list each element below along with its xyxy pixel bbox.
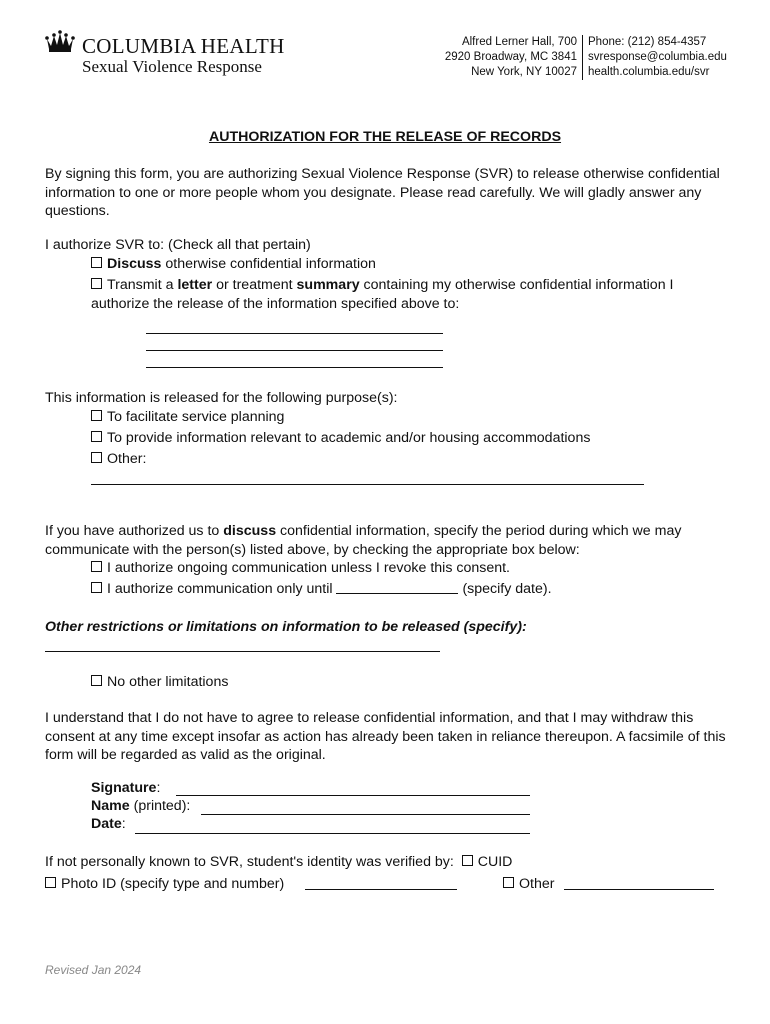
verify-prompt: If not personally known to SVR, student's identity was verified by: <box>45 854 454 870</box>
discuss-bold: discuss <box>223 523 277 539</box>
recipient-field-1[interactable] <box>146 333 443 334</box>
accommodation-label: To provide information relevant to academic and/or housing accommodations <box>107 430 591 446</box>
website-text: health.columbia.edu/svr <box>588 66 710 78</box>
ongoing-checkbox[interactable] <box>91 561 102 572</box>
discuss-option[interactable] <box>91 256 376 272</box>
colon: : <box>121 816 126 832</box>
no-limitations-option[interactable] <box>91 674 228 690</box>
name-row <box>91 798 190 814</box>
cuid-checkbox[interactable] <box>462 855 473 866</box>
address-line: New York, NY 10027 <box>471 66 577 78</box>
authorize-prompt: I authorize SVR to: (Check all that pertain) <box>45 237 311 253</box>
transmit-option[interactable] <box>91 277 673 293</box>
specify-date-label: (specify date). <box>462 581 552 597</box>
other-id-option[interactable] <box>503 875 554 894</box>
period-line1 <box>45 522 735 541</box>
name-label: Name <box>91 798 130 814</box>
accommodation-checkbox[interactable] <box>91 431 102 442</box>
date-field[interactable] <box>135 833 530 834</box>
recipient-field-3[interactable] <box>146 367 443 368</box>
period-line2: communicate with the person(s) listed above, by checking the appropriate box below: <box>45 542 580 558</box>
transmit-checkbox[interactable] <box>91 278 102 289</box>
other-id-field[interactable] <box>564 889 714 890</box>
purpose-accommodation-option[interactable] <box>91 430 590 446</box>
revision-note: Revised Jan 2024 <box>45 963 142 977</box>
colon: : <box>156 780 161 796</box>
ongoing-label: I authorize ongoing communication unless I revoke this consent. <box>107 560 510 576</box>
cuid-label: CUID <box>477 854 513 870</box>
brand-name: COLUMBIA HEALTH <box>82 34 285 58</box>
until-label: I authorize communication only until <box>107 581 337 597</box>
restrictions-field[interactable] <box>45 651 440 652</box>
intro-paragraph: By signing this form, you are authorizing Sexual Violence Response (SVR) to release otherwise confidential information to one or more people whom you designate. Please read carefully. We will gladly answer any questions. <box>45 166 720 219</box>
purpose-service-option[interactable] <box>91 409 284 425</box>
other-id-label: Other <box>519 876 555 892</box>
no-limitations-checkbox[interactable] <box>91 675 102 686</box>
consent-paragraph: I understand that I do not have to agree to release confidential information, and that I may withdraw this consent at any time except insofar as action has already been taken in reliance thereupon. A facsimile of this form will be regarded as valid as the original. <box>45 710 726 763</box>
period-text: If you have authorized us to <box>45 523 224 539</box>
name-field[interactable] <box>201 814 530 815</box>
discuss-label: otherwise confidential information <box>161 256 376 272</box>
photo-id-option[interactable] <box>45 875 735 894</box>
address-line: Alfred Lerner Hall, 700 <box>461 36 577 48</box>
until-option[interactable] <box>91 581 552 597</box>
email-text: svresponse@columbia.edu <box>588 51 727 63</box>
date-row <box>91 816 126 832</box>
photo-id-checkbox[interactable] <box>45 877 56 888</box>
other-purpose-checkbox[interactable] <box>91 452 102 463</box>
service-label: To facilitate service planning <box>107 409 285 425</box>
signature-field[interactable] <box>176 795 530 796</box>
transmit-text: Transmit a <box>107 277 178 293</box>
transmit-text: containing my otherwise confidential information I <box>359 277 674 293</box>
restrictions-heading: Other restrictions or limitations on information to be released (specify): <box>45 619 527 635</box>
verify-row <box>45 853 735 872</box>
other-purpose-label: Other: <box>107 451 147 467</box>
until-checkbox[interactable] <box>91 582 102 593</box>
period-text: confidential information, specify the period during which we may <box>276 523 682 539</box>
letter-bold: letter <box>177 277 213 293</box>
summary-bold: summary <box>296 277 360 293</box>
purpose-other-option[interactable] <box>91 451 146 467</box>
purpose-prompt: This information is released for the following purpose(s): <box>45 390 398 406</box>
signature-row <box>91 780 160 796</box>
name-suffix: (printed): <box>129 798 191 814</box>
other-purpose-field[interactable] <box>91 484 644 485</box>
department-name: Sexual Violence Response <box>82 57 262 76</box>
discuss-bold: Discuss <box>107 256 162 272</box>
date-label: Date <box>91 816 122 832</box>
transmit-line2: authorize the release of the information specified above to: <box>91 296 460 312</box>
crown-icon <box>44 30 76 52</box>
ongoing-option[interactable] <box>91 560 510 576</box>
address-block <box>445 35 577 80</box>
until-date-field[interactable] <box>336 581 458 594</box>
transmit-text: or treatment <box>212 277 297 293</box>
address-line: 2920 Broadway, MC 3841 <box>444 51 577 63</box>
phone-text: Phone: (212) 854-4357 <box>588 36 707 48</box>
photo-id-field[interactable] <box>305 889 457 890</box>
form-title: AUTHORIZATION FOR THE RELEASE OF RECORDS <box>208 129 562 145</box>
service-checkbox[interactable] <box>91 410 102 421</box>
recipient-field-2[interactable] <box>146 350 443 351</box>
signature-label: Signature <box>91 780 157 796</box>
no-limitations-label: No other limitations <box>107 674 229 690</box>
contact-block <box>588 35 727 80</box>
other-id-checkbox[interactable] <box>503 877 514 888</box>
header-divider <box>582 35 583 80</box>
discuss-checkbox[interactable] <box>91 257 102 268</box>
photo-id-label: Photo ID (specify type and number) <box>61 876 285 892</box>
